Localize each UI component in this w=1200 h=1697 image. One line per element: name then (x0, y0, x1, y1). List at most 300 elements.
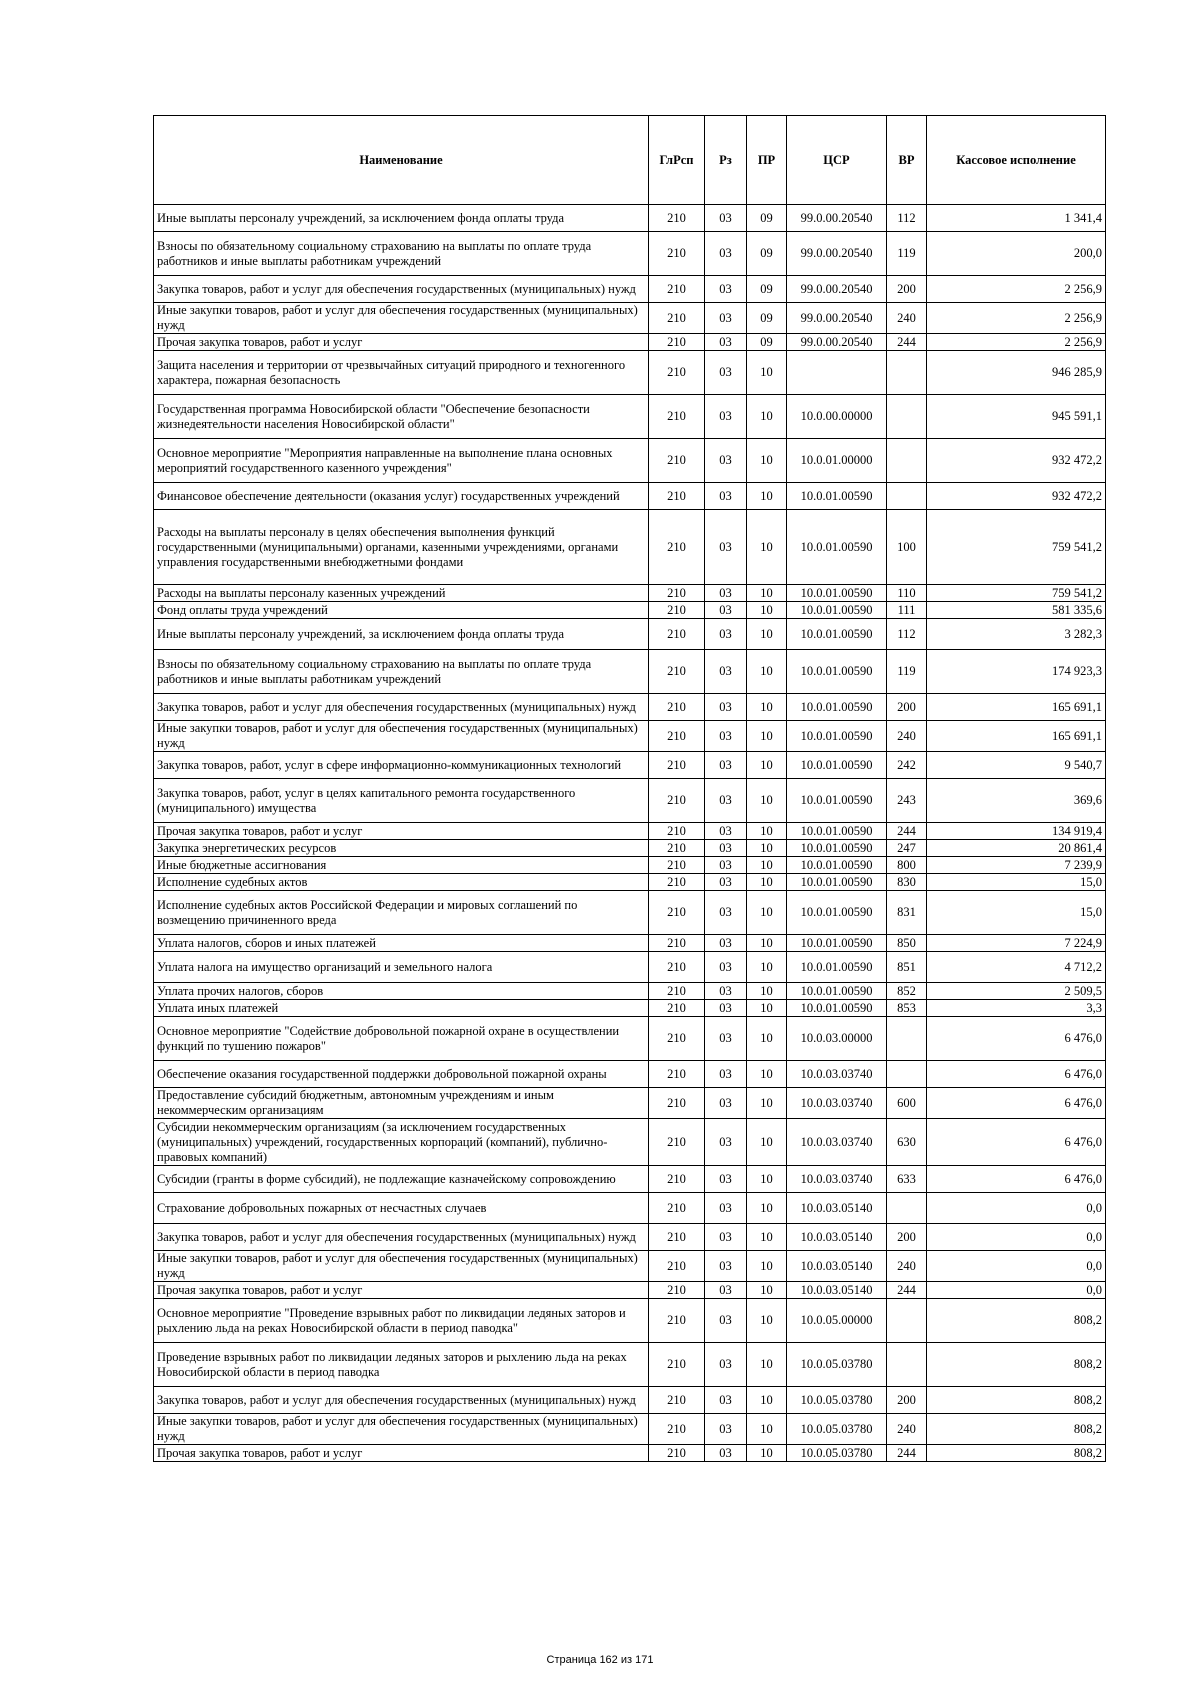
row-name: Фонд оплаты труда учреждений (154, 602, 649, 619)
row-pr: 10 (747, 650, 787, 694)
row-amount: 945 591,1 (927, 395, 1106, 439)
row-amount: 0,0 (927, 1193, 1106, 1224)
row-pr: 09 (747, 205, 787, 232)
row-pr: 09 (747, 276, 787, 303)
row-amount: 2 256,9 (927, 276, 1106, 303)
row-glrsp: 210 (649, 1193, 705, 1224)
row-csr: 99.0.00.20540 (787, 303, 887, 334)
row-vr: 600 (887, 1088, 927, 1119)
row-glrsp: 210 (649, 1224, 705, 1251)
row-csr: 10.0.01.00590 (787, 602, 887, 619)
row-amount: 15,0 (927, 891, 1106, 935)
row-amount: 1 341,4 (927, 205, 1106, 232)
row-amount: 20 861,4 (927, 840, 1106, 857)
row-vr: 243 (887, 779, 927, 823)
row-rz: 03 (705, 1282, 747, 1299)
row-pr: 10 (747, 952, 787, 983)
table-row (154, 1251, 1106, 1282)
row-csr: 10.0.05.03780 (787, 1343, 887, 1387)
row-name: Страхование добровольных пожарных от несчастных случаев (154, 1193, 649, 1224)
table-row (154, 935, 1106, 952)
row-vr (887, 1299, 927, 1343)
row-name: Субсидии (гранты в форме субсидий), не подлежащие казначейскому сопровождению (154, 1166, 649, 1193)
row-csr: 10.0.03.03740 (787, 1088, 887, 1119)
row-vr: 112 (887, 205, 927, 232)
row-glrsp: 210 (649, 650, 705, 694)
row-name: Обеспечение оказания государственной поддержки добровольной пожарной охраны (154, 1061, 649, 1088)
row-amount: 2 256,9 (927, 334, 1106, 351)
row-amount: 0,0 (927, 1224, 1106, 1251)
row-name: Закупка товаров, работ и услуг для обеспечения государственных (муниципальных) нужд (154, 1224, 649, 1251)
row-amount: 3 282,3 (927, 619, 1106, 650)
header-pr: ПР (747, 116, 787, 205)
row-vr: 119 (887, 650, 927, 694)
row-csr: 10.0.03.05140 (787, 1282, 887, 1299)
row-glrsp: 210 (649, 1299, 705, 1343)
row-csr: 10.0.01.00590 (787, 619, 887, 650)
row-name: Закупка товаров, работ, услуг в целях капитального ремонта государственного (муниципального) имущества (154, 779, 649, 823)
row-csr: 10.0.03.05140 (787, 1193, 887, 1224)
row-vr: 111 (887, 602, 927, 619)
row-rz: 03 (705, 1000, 747, 1017)
row-rz: 03 (705, 1061, 747, 1088)
row-glrsp: 210 (649, 395, 705, 439)
row-csr: 10.0.01.00590 (787, 779, 887, 823)
row-vr: 200 (887, 694, 927, 721)
table-row (154, 1000, 1106, 1017)
row-glrsp: 210 (649, 935, 705, 952)
row-vr: 247 (887, 840, 927, 857)
row-glrsp: 210 (649, 1387, 705, 1414)
row-amount: 7 239,9 (927, 857, 1106, 874)
row-name: Прочая закупка товаров, работ и услуг (154, 1282, 649, 1299)
row-vr: 240 (887, 303, 927, 334)
row-pr: 10 (747, 1445, 787, 1462)
row-rz: 03 (705, 303, 747, 334)
table-row (154, 983, 1106, 1000)
row-pr: 09 (747, 334, 787, 351)
row-glrsp: 210 (649, 1061, 705, 1088)
row-amount: 3,3 (927, 1000, 1106, 1017)
row-rz: 03 (705, 891, 747, 935)
header-vr: ВР (887, 116, 927, 205)
table-row (154, 721, 1106, 752)
row-rz: 03 (705, 1193, 747, 1224)
row-amount: 946 285,9 (927, 351, 1106, 395)
row-vr: 240 (887, 1251, 927, 1282)
header-glrsp: ГлРсп (649, 116, 705, 205)
row-csr: 10.0.01.00590 (787, 840, 887, 857)
row-pr: 09 (747, 232, 787, 276)
row-pr: 10 (747, 439, 787, 483)
row-amount: 6 476,0 (927, 1166, 1106, 1193)
row-rz: 03 (705, 334, 747, 351)
header-amount: Кассовое исполнение (927, 116, 1106, 205)
row-amount: 581 335,6 (927, 602, 1106, 619)
row-vr: 850 (887, 935, 927, 952)
row-glrsp: 210 (649, 1343, 705, 1387)
row-rz: 03 (705, 1445, 747, 1462)
row-csr: 10.0.01.00590 (787, 823, 887, 840)
row-csr: 10.0.01.00590 (787, 952, 887, 983)
row-name: Уплата иных платежей (154, 1000, 649, 1017)
row-name: Уплата прочих налогов, сборов (154, 983, 649, 1000)
row-vr: 630 (887, 1119, 927, 1166)
row-vr: 240 (887, 1414, 927, 1445)
row-glrsp: 210 (649, 1017, 705, 1061)
row-glrsp: 210 (649, 891, 705, 935)
row-csr (787, 351, 887, 395)
row-vr: 112 (887, 619, 927, 650)
row-amount: 932 472,2 (927, 483, 1106, 510)
row-vr (887, 1061, 927, 1088)
row-vr: 244 (887, 334, 927, 351)
row-rz: 03 (705, 232, 747, 276)
row-rz: 03 (705, 1299, 747, 1343)
row-csr: 10.0.03.03740 (787, 1119, 887, 1166)
row-vr (887, 1193, 927, 1224)
row-vr: 831 (887, 891, 927, 935)
row-rz: 03 (705, 585, 747, 602)
row-name: Основное мероприятие "Проведение взрывных работ по ликвидации ледяных заторов и рыхлению льда на реках Новосибирской области в период паводка" (154, 1299, 649, 1343)
header-name: Наименование (154, 116, 649, 205)
row-amount: 7 224,9 (927, 935, 1106, 952)
row-rz: 03 (705, 1119, 747, 1166)
row-glrsp: 210 (649, 232, 705, 276)
row-pr: 10 (747, 1000, 787, 1017)
row-glrsp: 210 (649, 983, 705, 1000)
row-amount: 165 691,1 (927, 694, 1106, 721)
row-amount: 6 476,0 (927, 1061, 1106, 1088)
row-rz: 03 (705, 1166, 747, 1193)
row-rz: 03 (705, 823, 747, 840)
row-vr (887, 1343, 927, 1387)
row-csr: 10.0.01.00590 (787, 983, 887, 1000)
row-rz: 03 (705, 351, 747, 395)
table-row (154, 1017, 1106, 1061)
table-row (154, 1343, 1106, 1387)
row-csr: 10.0.01.00590 (787, 874, 887, 891)
row-csr: 10.0.01.00590 (787, 483, 887, 510)
row-rz: 03 (705, 752, 747, 779)
table-row (154, 779, 1106, 823)
row-rz: 03 (705, 602, 747, 619)
row-csr: 10.0.03.00000 (787, 1017, 887, 1061)
row-name: Уплата налога на имущество организаций и земельного налога (154, 952, 649, 983)
row-csr: 99.0.00.20540 (787, 276, 887, 303)
table-row (154, 1299, 1106, 1343)
row-vr: 851 (887, 952, 927, 983)
row-glrsp: 210 (649, 752, 705, 779)
row-pr: 10 (747, 1224, 787, 1251)
row-glrsp: 210 (649, 334, 705, 351)
table-row (154, 650, 1106, 694)
row-name: Иные выплаты персоналу учреждений, за исключением фонда оплаты труда (154, 619, 649, 650)
row-amount: 759 541,2 (927, 510, 1106, 585)
row-csr: 10.0.01.00000 (787, 439, 887, 483)
row-amount: 134 919,4 (927, 823, 1106, 840)
row-pr: 10 (747, 1088, 787, 1119)
row-name: Основное мероприятие "Мероприятия направленные на выполнение плана основных мероприятий государственного казенного учреждения" (154, 439, 649, 483)
row-rz: 03 (705, 276, 747, 303)
row-csr: 10.0.01.00590 (787, 752, 887, 779)
row-glrsp: 210 (649, 602, 705, 619)
table-row (154, 752, 1106, 779)
row-glrsp: 210 (649, 1445, 705, 1462)
row-csr: 10.0.01.00590 (787, 935, 887, 952)
row-pr: 10 (747, 1119, 787, 1166)
row-vr (887, 483, 927, 510)
row-pr: 09 (747, 303, 787, 334)
row-rz: 03 (705, 439, 747, 483)
row-name: Проведение взрывных работ по ликвидации ледяных заторов и рыхлению льда на реках Новосибирской области в период паводка (154, 1343, 649, 1387)
row-csr: 10.0.01.00590 (787, 891, 887, 935)
row-name: Расходы на выплаты персоналу казенных учреждений (154, 585, 649, 602)
table-row (154, 1414, 1106, 1445)
row-amount: 6 476,0 (927, 1017, 1106, 1061)
row-amount: 165 691,1 (927, 721, 1106, 752)
row-pr: 10 (747, 1387, 787, 1414)
row-vr: 800 (887, 857, 927, 874)
row-vr: 200 (887, 1224, 927, 1251)
row-name: Исполнение судебных актов Российской Федерации и мировых соглашений по возмещению причиненного вреда (154, 891, 649, 935)
row-pr: 10 (747, 585, 787, 602)
row-amount: 15,0 (927, 874, 1106, 891)
row-pr: 10 (747, 1061, 787, 1088)
row-rz: 03 (705, 935, 747, 952)
row-name: Закупка энергетических ресурсов (154, 840, 649, 857)
table-row (154, 585, 1106, 602)
table-row (154, 395, 1106, 439)
table-row (154, 1387, 1106, 1414)
row-pr: 10 (747, 395, 787, 439)
row-rz: 03 (705, 619, 747, 650)
row-amount: 9 540,7 (927, 752, 1106, 779)
header-rz: Рз (705, 116, 747, 205)
row-csr: 99.0.00.20540 (787, 205, 887, 232)
table-row (154, 619, 1106, 650)
row-pr: 10 (747, 1343, 787, 1387)
row-name: Иные закупки товаров, работ и услуг для обеспечения государственных (муниципальных) нужд (154, 721, 649, 752)
row-name: Закупка товаров, работ и услуг для обеспечения государственных (муниципальных) нужд (154, 694, 649, 721)
row-csr: 10.0.01.00590 (787, 510, 887, 585)
table-row (154, 1445, 1106, 1462)
row-pr: 10 (747, 752, 787, 779)
row-pr: 10 (747, 857, 787, 874)
row-csr: 10.0.03.05140 (787, 1224, 887, 1251)
table-row (154, 891, 1106, 935)
row-csr: 99.0.00.20540 (787, 334, 887, 351)
row-amount: 808,2 (927, 1299, 1106, 1343)
row-csr: 10.0.00.00000 (787, 395, 887, 439)
row-rz: 03 (705, 1414, 747, 1445)
row-vr: 100 (887, 510, 927, 585)
row-glrsp: 210 (649, 510, 705, 585)
table-row (154, 1282, 1106, 1299)
row-glrsp: 210 (649, 840, 705, 857)
row-glrsp: 210 (649, 1119, 705, 1166)
row-amount: 6 476,0 (927, 1119, 1106, 1166)
row-vr: 240 (887, 721, 927, 752)
row-name: Иные закупки товаров, работ и услуг для обеспечения государственных (муниципальных) нужд (154, 1251, 649, 1282)
row-glrsp: 210 (649, 276, 705, 303)
row-name: Прочая закупка товаров, работ и услуг (154, 1445, 649, 1462)
row-name: Иные закупки товаров, работ и услуг для обеспечения государственных (муниципальных) нужд (154, 1414, 649, 1445)
row-amount: 0,0 (927, 1282, 1106, 1299)
row-amount: 2 509,5 (927, 983, 1106, 1000)
row-pr: 10 (747, 1414, 787, 1445)
row-glrsp: 210 (649, 585, 705, 602)
row-glrsp: 210 (649, 351, 705, 395)
row-name: Уплата налогов, сборов и иных платежей (154, 935, 649, 952)
row-name: Закупка товаров, работ и услуг для обеспечения государственных (муниципальных) нужд (154, 276, 649, 303)
row-name: Субсидии некоммерческим организациям (за исключением государственных (муниципальных) учреждений, государственных корпораций (компаний), публично-правовых компаний) (154, 1119, 649, 1166)
row-rz: 03 (705, 983, 747, 1000)
table-row (154, 232, 1106, 276)
row-name: Расходы на выплаты персоналу в целях обеспечения выполнения функций государственными (муниципальными) органами, казенными учреждениями, органами управления государственными внебюджетными фондами (154, 510, 649, 585)
row-pr: 10 (747, 602, 787, 619)
row-rz: 03 (705, 840, 747, 857)
row-vr (887, 395, 927, 439)
table-row (154, 483, 1106, 510)
row-csr: 10.0.01.00590 (787, 650, 887, 694)
row-pr: 10 (747, 694, 787, 721)
row-rz: 03 (705, 1017, 747, 1061)
row-vr: 633 (887, 1166, 927, 1193)
row-csr: 99.0.00.20540 (787, 232, 887, 276)
row-csr: 10.0.03.03740 (787, 1166, 887, 1193)
row-vr: 242 (887, 752, 927, 779)
table-row (154, 1224, 1106, 1251)
row-pr: 10 (747, 1251, 787, 1282)
row-amount: 6 476,0 (927, 1088, 1106, 1119)
row-name: Закупка товаров, работ и услуг для обеспечения государственных (муниципальных) нужд (154, 1387, 649, 1414)
row-glrsp: 210 (649, 1251, 705, 1282)
row-amount: 200,0 (927, 232, 1106, 276)
row-amount: 808,2 (927, 1414, 1106, 1445)
table-row (154, 1119, 1106, 1166)
header-csr: ЦСР (787, 116, 887, 205)
row-pr: 10 (747, 823, 787, 840)
row-glrsp: 210 (649, 205, 705, 232)
row-amount: 4 712,2 (927, 952, 1106, 983)
row-glrsp: 210 (649, 857, 705, 874)
row-csr: 10.0.05.03780 (787, 1445, 887, 1462)
row-name: Прочая закупка товаров, работ и услуг (154, 334, 649, 351)
table-row (154, 874, 1106, 891)
row-rz: 03 (705, 779, 747, 823)
row-name: Закупка товаров, работ, услуг в сфере информационно-коммуникационных технологий (154, 752, 649, 779)
table-row (154, 351, 1106, 395)
row-csr: 10.0.03.03740 (787, 1061, 887, 1088)
row-pr: 10 (747, 1299, 787, 1343)
row-amount: 932 472,2 (927, 439, 1106, 483)
table-body (154, 205, 1106, 1462)
row-rz: 03 (705, 874, 747, 891)
row-rz: 03 (705, 721, 747, 752)
table-row (154, 1088, 1106, 1119)
row-vr (887, 439, 927, 483)
row-pr: 10 (747, 510, 787, 585)
row-csr: 10.0.01.00590 (787, 721, 887, 752)
row-vr: 200 (887, 276, 927, 303)
table-row (154, 694, 1106, 721)
row-vr: 110 (887, 585, 927, 602)
row-name: Иные выплаты персоналу учреждений, за исключением фонда оплаты труда (154, 205, 649, 232)
row-csr: 10.0.01.00590 (787, 857, 887, 874)
table-row (154, 857, 1106, 874)
row-glrsp: 210 (649, 1000, 705, 1017)
row-vr (887, 351, 927, 395)
row-pr: 10 (747, 779, 787, 823)
row-pr: 10 (747, 1193, 787, 1224)
row-rz: 03 (705, 1224, 747, 1251)
table-row (154, 276, 1106, 303)
row-amount: 174 923,3 (927, 650, 1106, 694)
row-rz: 03 (705, 1088, 747, 1119)
row-glrsp: 210 (649, 439, 705, 483)
row-vr: 244 (887, 823, 927, 840)
row-rz: 03 (705, 650, 747, 694)
row-rz: 03 (705, 1387, 747, 1414)
table-row (154, 840, 1106, 857)
row-amount: 808,2 (927, 1343, 1106, 1387)
row-rz: 03 (705, 483, 747, 510)
row-rz: 03 (705, 857, 747, 874)
table-row (154, 823, 1106, 840)
row-name: Иные закупки товаров, работ и услуг для обеспечения государственных (муниципальных) нужд (154, 303, 649, 334)
row-amount: 2 256,9 (927, 303, 1106, 334)
row-pr: 10 (747, 935, 787, 952)
row-glrsp: 210 (649, 823, 705, 840)
row-glrsp: 210 (649, 1166, 705, 1193)
row-vr: 244 (887, 1445, 927, 1462)
row-name: Прочая закупка товаров, работ и услуг (154, 823, 649, 840)
row-vr: 852 (887, 983, 927, 1000)
row-pr: 10 (747, 1166, 787, 1193)
row-name: Защита населения и территории от чрезвычайных ситуаций природного и техногенного характера, пожарная безопасность (154, 351, 649, 395)
row-glrsp: 210 (649, 483, 705, 510)
table-row (154, 303, 1106, 334)
row-rz: 03 (705, 1251, 747, 1282)
row-rz: 03 (705, 395, 747, 439)
row-amount: 808,2 (927, 1445, 1106, 1462)
row-csr: 10.0.03.05140 (787, 1251, 887, 1282)
row-glrsp: 210 (649, 1414, 705, 1445)
row-pr: 10 (747, 1282, 787, 1299)
row-name: Предоставление субсидий бюджетным, автономным учреждениям и иным некоммерческим организациям (154, 1088, 649, 1119)
row-name: Взносы по обязательному социальному страхованию на выплаты по оплате труда работников и иные выплаты работникам учреждений (154, 650, 649, 694)
row-vr: 830 (887, 874, 927, 891)
row-glrsp: 210 (649, 721, 705, 752)
row-pr: 10 (747, 874, 787, 891)
row-vr: 853 (887, 1000, 927, 1017)
row-csr: 10.0.01.00590 (787, 694, 887, 721)
row-vr (887, 1017, 927, 1061)
table-row (154, 1193, 1106, 1224)
row-amount: 759 541,2 (927, 585, 1106, 602)
table-row (154, 334, 1106, 351)
row-glrsp: 210 (649, 952, 705, 983)
row-pr: 10 (747, 891, 787, 935)
row-glrsp: 210 (649, 303, 705, 334)
row-csr: 10.0.01.00590 (787, 585, 887, 602)
row-vr: 119 (887, 232, 927, 276)
table-row (154, 439, 1106, 483)
row-pr: 10 (747, 351, 787, 395)
budget-execution-table (153, 115, 1106, 1462)
row-rz: 03 (705, 952, 747, 983)
